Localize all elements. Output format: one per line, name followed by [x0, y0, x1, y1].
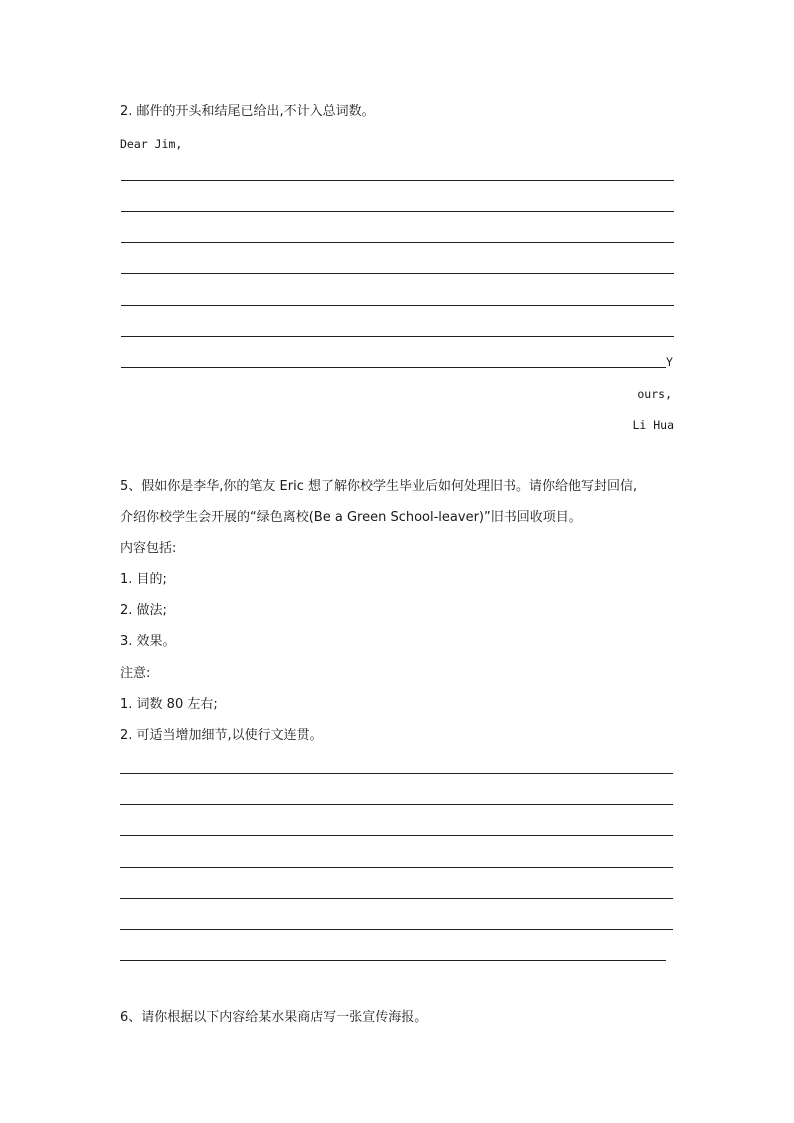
writing-line — [121, 180, 674, 181]
writing-line — [120, 960, 666, 961]
task-5-prompt-line2: 介绍你校学生会开展的“绿色离校(Be a Green School-leaver)”旧书回收项目。 — [120, 510, 582, 525]
writing-line — [121, 305, 674, 306]
salutation: Dear Jim, — [120, 137, 183, 151]
line-end-char: Y — [666, 355, 673, 369]
writing-line — [121, 273, 674, 274]
content-item: 3. 效果。 — [120, 634, 176, 649]
note-2: 2. 邮件的开头和结尾已给出,不计入总词数。 — [120, 104, 375, 119]
task-6-prompt: 6、请你根据以下内容给某水果商店写一张宣传海报。 — [120, 1010, 428, 1025]
task-5-prompt-line1: 5、假如你是李华,你的笔友 Eric 想了解你校学生毕业后如何处理旧书。请你给他写封回信, — [120, 479, 638, 494]
writing-line — [120, 867, 673, 868]
writing-line — [120, 804, 673, 805]
writing-line — [120, 898, 673, 899]
notes-item: 2. 可适当增加细节,以使行文连贯。 — [120, 728, 323, 743]
writing-line — [121, 336, 674, 337]
content-item: 2. 做法; — [120, 603, 167, 618]
writing-line — [120, 773, 673, 774]
writing-line — [121, 211, 674, 212]
writing-line — [121, 367, 666, 368]
notes-item: 1. 词数 80 左右; — [120, 697, 218, 712]
writing-line — [120, 835, 673, 836]
writing-line — [120, 929, 673, 930]
content-item: 1. 目的; — [120, 572, 167, 587]
closing: ours, — [637, 387, 672, 401]
notes-heading: 注意: — [120, 666, 151, 681]
writing-line — [121, 242, 674, 243]
content-heading: 内容包括: — [120, 541, 177, 556]
signature: Li Hua — [632, 418, 674, 432]
